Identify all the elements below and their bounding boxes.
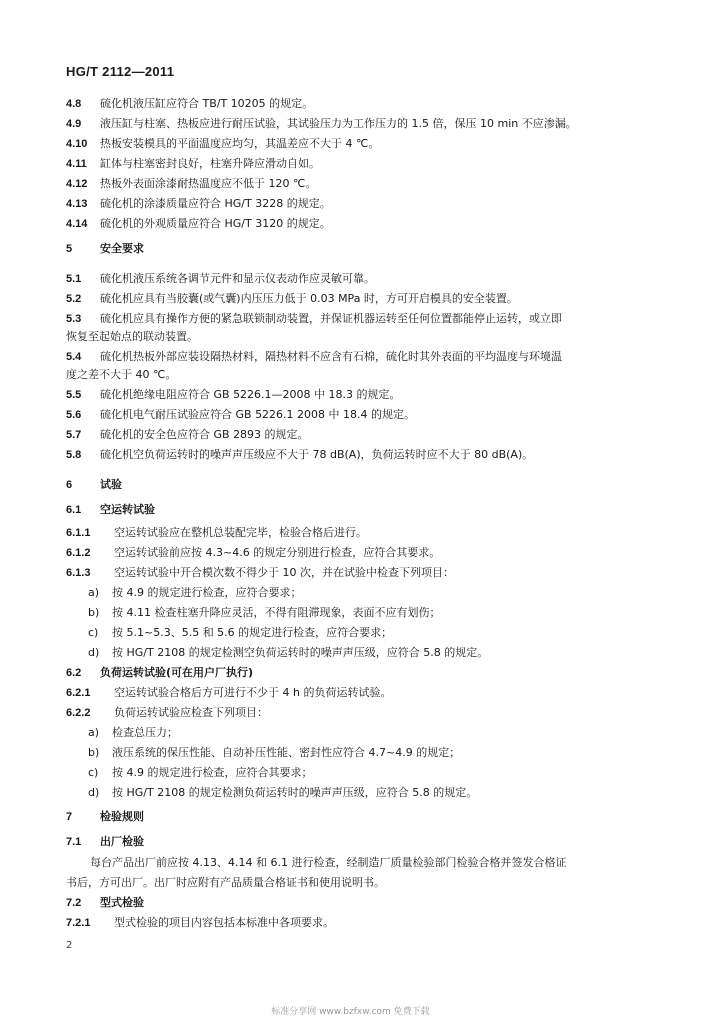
clause-5-4 [66,350,656,364]
section-number: 6.2 [66,667,82,679]
clause-4-14 [66,217,656,231]
clause-number: 4.8 [66,98,82,110]
section-5-heading [66,242,656,256]
item-label: a) [88,586,100,599]
section-title: 试验 [100,478,122,491]
clause-4-13 [66,197,656,211]
item-text: 检查总压力； [112,726,178,739]
clause-text: 型式检验的项目内容包括本标准中各项要求。 [114,916,334,929]
section-number: 7.2 [66,897,82,909]
watermark-footer: 标准分享网 www.bzfxw.com 免费下载 [271,1007,430,1017]
list-item [88,626,678,640]
clause-number: 4.9 [66,118,82,130]
item-text: 按 4.9 的规定进行检查，应符合其要求； [112,766,313,779]
clause-number: 5.3 [66,313,82,325]
clause-number: 5.2 [66,293,82,305]
clause-text: 热板安装模具的平面温度应均匀，其温差应不大于 4 ℃。 [100,137,380,150]
clause-number: 6.1.3 [66,567,91,579]
section-title: 安全要求 [100,242,144,255]
clause-text: 缸体与柱塞密封良好，柱塞升降应滑动自如。 [100,157,320,170]
clause-number: 6.2.1 [66,687,91,699]
clause-text: 空运转试验中开合模次数不得少于 10 次，并在试验中检查下列项目： [114,566,454,579]
clause-number: 4.13 [66,198,88,210]
list-item [88,646,678,660]
clause-4-9 [66,117,656,131]
section-title: 出厂检验 [100,835,144,848]
clause-text: 硫化机绝缘电阻应符合 GB 5226.1—2008 中 18.3 的规定。 [100,388,401,401]
list-item [88,606,678,620]
item-text: 按 HG/T 2108 的规定检测空负荷运转时的噪声声压级，应符合 5.8 的规定。 [112,646,489,659]
section-6-2-heading [66,666,656,680]
clause-number: 4.12 [66,178,88,190]
section-number: 7.1 [66,836,82,848]
list-item [88,766,678,780]
clause-number: 6.1.2 [66,547,91,559]
section-6-1-heading [66,503,656,517]
clause-5-3-cont [66,330,656,344]
clause-5-5 [66,388,656,402]
clause-text: 硫化机的外观质量应符合 HG/T 3120 的规定。 [100,217,331,230]
section-number: 6.1 [66,504,82,516]
clause-text: 液压缸与柱塞、热板应进行耐压试验，其试验压力为工作压力的 1.5 倍，保压 10 min 不应渗漏。 [100,117,577,130]
section-title: 空运转试验 [100,503,155,516]
clause-4-11 [66,157,656,171]
list-item [88,746,678,760]
item-text: 按 4.11 检查柱塞升降应灵活，不得有阻滞现象，表面不应有划伤； [112,606,441,619]
section-7-2-heading [66,896,656,910]
item-text: 液压系统的保压性能、自动补压性能、密封性应符合 4.7~4.9 的规定； [112,746,461,759]
clause-6-2-1 [66,686,656,700]
clause-6-1-1 [66,526,656,540]
clause-7-2-1 [66,916,656,930]
section-number: 7 [66,811,73,823]
clause-text: 空运转试验前应按 4.3~4.6 的规定分别进行检查，应符合其要求。 [114,546,441,559]
clause-text: 硫化机电气耐压试验应符合 GB 5226.1 2008 中 18.4 的规定。 [100,408,416,421]
clause-text: 硫化机空负荷运转时的噪声声压级应不大于 78 dB(A)，负荷运转时应不大于 80 dB(A)。 [100,448,534,461]
clause-5-7 [66,428,656,442]
clause-number: 5.8 [66,449,82,461]
clause-text: 硫化机应具有操作方便的紧急联锁制动装置，并保证机器运转至任何位置都能停止运转，或立即 [100,312,562,325]
clause-text: 空运转试验应在整机总装配完毕，检验合格后进行。 [114,526,367,539]
clause-text: 硫化机液压缸应符合 TB/T 10205 的规定。 [100,97,314,110]
clause-5-4-cont [66,368,656,382]
clause-4-12 [66,177,656,191]
item-text: 按 HG/T 2108 的规定检测负荷运转时的噪声声压级，应符合 5.8 的规定。 [112,786,478,799]
item-text: 按 5.1~5.3、5.5 和 5.6 的规定进行检查，应符合要求； [112,626,393,639]
list-item [88,726,678,740]
clause-5-8 [66,448,656,462]
clause-number: 5.6 [66,409,82,421]
page-number: 2 [66,940,73,951]
section-7-1-heading [66,835,656,849]
standard-header: HG/T 2112—2011 [66,64,175,79]
item-text: 按 4.9 的规定进行检查，应符合要求； [112,586,302,599]
item-label: b) [88,746,100,759]
clause-4-8 [66,97,656,111]
clause-4-10 [66,137,656,151]
list-item [88,786,678,800]
clause-text: 恢复至起始点的联动装置。 [66,330,198,343]
list-item [88,586,678,600]
clause-number: 4.14 [66,218,88,230]
clause-number: 5.1 [66,273,82,285]
clause-number: 6.2.2 [66,707,91,719]
clause-text: 硫化机液压系统各调节元件和显示仪表动作应灵敏可靠。 [100,272,375,285]
section-title: 型式检验 [100,896,144,909]
section-number: 6 [66,479,73,491]
clause-6-1-2 [66,546,656,560]
clause-number: 7.2.1 [66,917,91,929]
clause-text: 硫化机热板外部应装设隔热材料，隔热材料不应含有石棉，硫化时其外表面的平均温度与环境温 [100,350,562,363]
clause-text: 度之差不大于 40 ℃。 [66,368,177,381]
item-label: c) [88,766,99,779]
clause-5-2 [66,292,656,306]
clause-number: 5.5 [66,389,82,401]
section-title: 负荷运转试验(可在用户厂执行) [100,666,254,679]
clause-text: 硫化机的涂漆质量应符合 HG/T 3228 的规定。 [100,197,331,210]
clause-5-6 [66,408,656,422]
clause-6-2-2 [66,706,656,720]
item-label: a) [88,726,100,739]
clause-text: 硫化机应具有当胶囊(或气囊)内压压力低于 0.03 MPa 时，方可开启模具的安全装置。 [100,292,518,305]
paragraph-line: 书后，方可出厂。出厂时应附有产品质量合格证书和使用说明书。 [66,876,385,889]
item-label: d) [88,646,100,659]
section-title: 检验规则 [100,810,144,823]
item-label: d) [88,786,100,799]
clause-5-1 [66,272,656,286]
clause-number: 4.10 [66,138,88,150]
clause-5-3 [66,312,656,326]
clause-text: 空运转试验合格后方可进行不少于 4 h 的负荷运转试验。 [114,686,392,699]
section-6-heading [66,478,656,492]
section-number: 5 [66,243,73,255]
clause-6-1-3 [66,566,656,580]
item-label: c) [88,626,99,639]
item-label: b) [88,606,100,619]
clause-number: 5.4 [66,351,82,363]
clause-number: 4.11 [66,158,87,170]
paragraph-line: 每台产品出厂前应按 4.13、4.14 和 6.1 进行检查，经制造厂质量检验部门检验合格并签发合格证 [90,856,567,869]
clause-number: 5.7 [66,429,82,441]
clause-text: 硫化机的安全色应符合 GB 2893 的规定。 [100,428,309,441]
section-7-heading [66,810,656,824]
clause-text: 热板外表面涂漆耐热温度应不低于 120 ℃。 [100,177,317,190]
clause-number: 6.1.1 [66,527,91,539]
clause-text: 负荷运转试验应检查下列项目： [114,706,268,719]
